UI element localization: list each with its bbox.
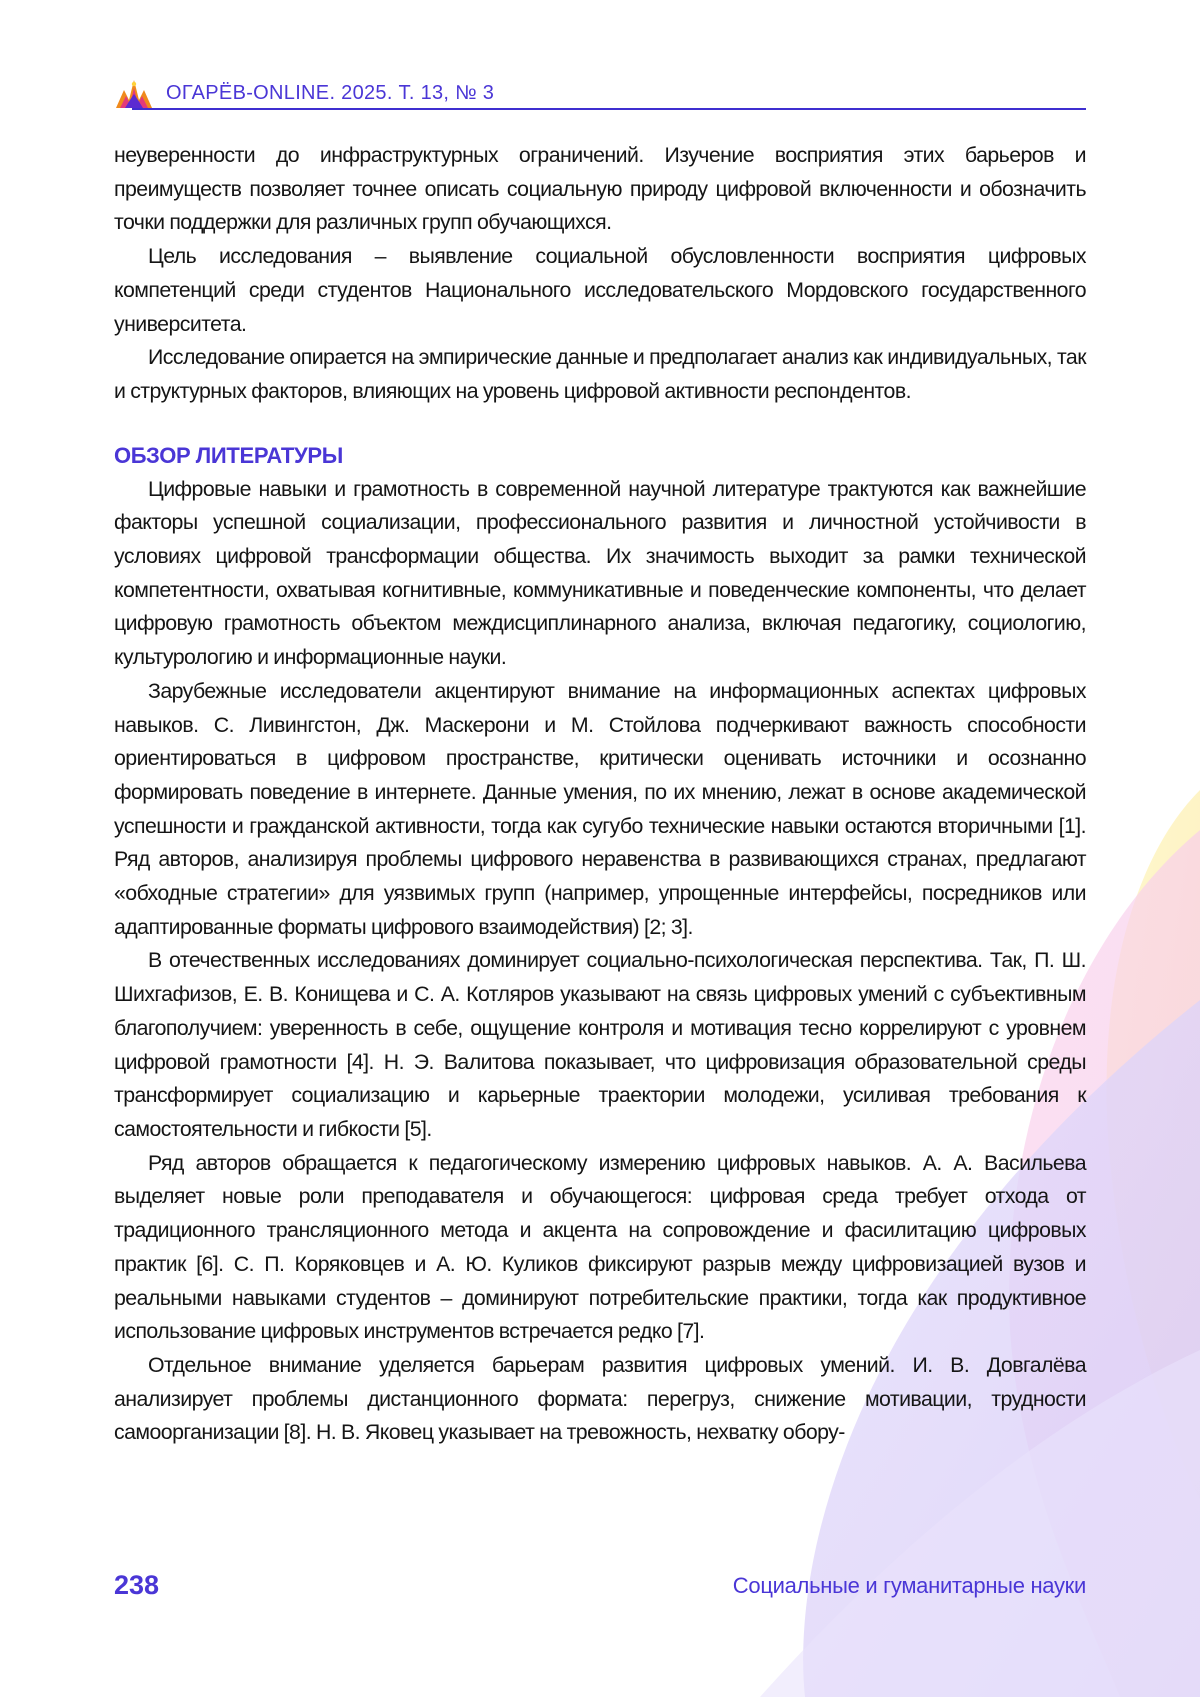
header-rule xyxy=(132,108,1086,110)
journal-logo-icon xyxy=(114,78,154,110)
paragraph: В отечественных исследованиях доминирует социально-психологическая перспектива. Так, П. Ш. Шихгафизов, Е. В. Конищева и С. А. Котляров указывают на связь цифровых умений с субъективным благополучием: уверенность в себе, ощущение контроля и мотивация тесно коррелируют с уровнем цифровой грамотности [4]. Н. Э. Валитова показывает, что цифровизация образовательной среды трансформирует социализацию и карьерные траектории молодежи, усиливая требования к самостоятельности и гибкости [5]. xyxy=(114,944,1086,1146)
paragraph: неуверенности до инфраструктурных ограничений. Изучение восприятия этих барьеров и преимуществ позволяет точнее описать социальную природу цифровой включенности и обозначить точки поддержки для различных групп обучающихся. xyxy=(114,139,1086,240)
paragraph: Ряд авторов обращается к педагогическому измерению цифровых навыков. А. А. Васильева выделяет новые роли преподавателя и обучающегося: цифровая среда требует отхода от традиционного трансляционного метода и акцента на сопровождение и фасилитацию цифровых практик [6]. С. П. Коряковцев и А. Ю. Куликов фиксируют разрыв между цифровизацией вузов и реальными навыками студентов – доминируют потребительские практики, тогда как продуктивное использование цифровых инструментов встречается редко [7]. xyxy=(114,1147,1086,1349)
journal-section-name: Социальные и гуманитарные науки xyxy=(733,1573,1086,1599)
paragraph: Зарубежные исследователи акцентируют внимание на информационных аспектах цифровых навыков. С. Ливингстон, Дж. Маскерони и М. Стойлова подчеркивают важность способности ориентироваться в цифровом пространстве, критически оценивать источники и осознанно формировать поведение в интернете. Данные умения, по их мнению, лежат в основе академической успешности и гражданской активности, тогда как сугубо технические навыки остаются вторичными [1]. Ряд авторов, анализируя проблемы цифрового неравенства в развивающихся странах, предлагают «обходные стратегии» для уязвимых групп (например, упрощенные интерфейсы, посредников или адаптированные форматы цифрового взаимодействия) [2; 3]. xyxy=(114,675,1086,945)
article-body xyxy=(114,139,1086,1450)
paragraph: Отдельное внимание уделяется барьерам развития цифровых умений. И. В. Довгалёва анализирует проблемы дистанционного формата: перегруз, снижение мотивации, трудности самоорганизации [8]. Н. В. Яковец указывает на тревожность, нехватку обору- xyxy=(114,1349,1086,1450)
page-header xyxy=(114,78,1086,110)
paragraph: Цель исследования – выявление социальной обусловленности восприятия цифровых компетенций среди студентов Национального исследовательского Мордовского государственного университета. xyxy=(114,240,1086,341)
section-heading: ОБЗОР ЛИТЕРАТУРЫ xyxy=(114,439,1086,473)
paragraph: Цифровые навыки и грамотность в современной научной литературе трактуются как важнейшие факторы успешной социализации, профессионального развития и личностной устойчивости в условиях цифровой трансформации общества. Их значимость выходит за рамки технической компетентности, охватывая когнитивные, коммуникативные и поведенческие компоненты, что делает цифровую грамотность объектом междисциплинарного анализа, включая педагогику, социологию, культурологию и информационные науки. xyxy=(114,473,1086,675)
paragraph: Исследование опирается на эмпирические данные и предполагает анализ как индивидуальных, так и структурных факторов, влияющих на уровень цифровой активности респондентов. xyxy=(114,341,1086,408)
journal-title: ОГАРЁВ-ONLINE. 2025. Т. 13, № 3 xyxy=(166,82,494,105)
page-footer xyxy=(114,1570,1086,1606)
page-number: 238 xyxy=(114,1570,159,1601)
